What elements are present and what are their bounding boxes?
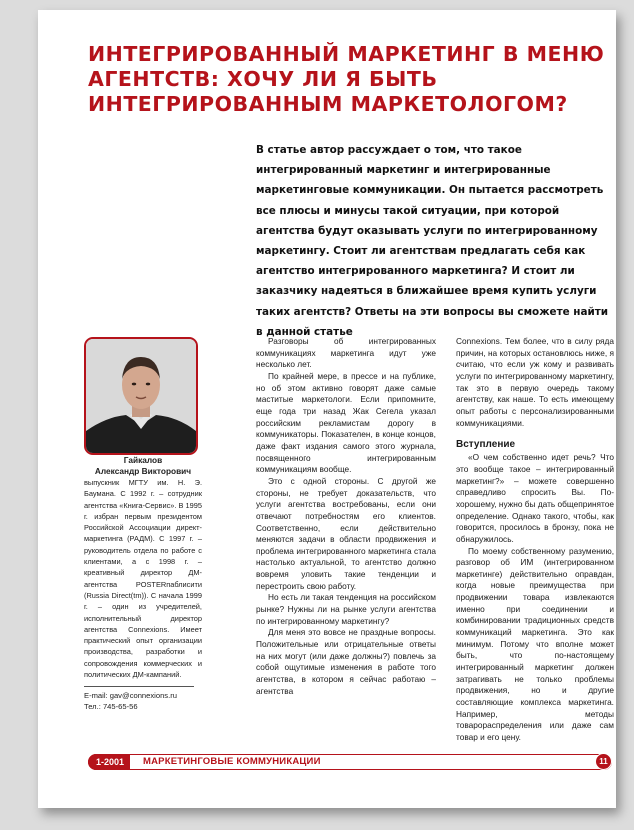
- body-column-2: [456, 336, 614, 744]
- paragraph: Но есть ли такая тенденция на российском рынке? Нужны ли на рынке услуги агентства по интегрированному маркетингу?: [256, 592, 436, 626]
- article-lead: В статье автор рассуждает о том, что такое интегрированный маркетинг и интегрированные маркетинговые коммуникации. Он пытается рассмотреть все плюсы и минусы такой ситуации, при которой агентства будут оказывать услуги по интегрированному маркетингу. Стоит ли агентствам предлагать себя как агентство интегрированного маркетинга? И стоит ли заказчику надеяться в ближайшее время купить услуги таких агентств? Ответы на эти вопросы вы сможете найти в данной статье: [256, 144, 609, 338]
- section-heading: Вступление: [456, 439, 516, 451]
- paragraph: Для меня это вовсе не праздные вопросы. Положительные или отрицательные ответы на них могут (или даже должны?) повлечь за собой ощутимые изменения в работе того агентства, в котором я сейчас работаю – агентства: [256, 627, 436, 696]
- author-surname: Гайкалов: [123, 455, 163, 465]
- author-photo: [84, 337, 198, 455]
- author-phone: Тел.: 745-65-56: [84, 702, 138, 712]
- author-bio-text: выпускник МГТУ им. Н. Э. Баумана. С 1992 г. – сотрудник агентства «Книга-Сервис». В 1995 г. избран первым президентом Российской Ассоциации директ-маркетинга (РАДМ). С 1997 г. – руководитель отдела по работе с клиентами, а с 1998 г. – креативный директор ДМ-агентства POSTERпаблисити (Russia Direct(tm)). С начала 1999 г. – один из учредителей, исполнительный директор агентства Connexions. Имеет практический опыт организации производства, разработки и сопровождения коммерческих и политических ДМ-кампаний.: [84, 478, 202, 680]
- issue-badge: 1-2001: [88, 754, 130, 770]
- page-footer: [88, 754, 612, 770]
- journal-name: МАРКЕТИНГОВЫЕ КОММУНИКАЦИИ: [143, 756, 321, 767]
- article-title: ИНТЕГРИРОВАННЫЙ МАРКЕТИНГ В МЕНЮ АГЕНТСТВ: ХОЧУ ЛИ Я БЫТЬ ИНТЕГРИРОВАННЫМ МАРКЕТОЛОГОМ?: [88, 42, 605, 116]
- magazine-page: [38, 10, 616, 808]
- paragraph: Connexions. Тем более, что в силу ряда причин, на которых остановлюсь ниже, я считаю, что если уж кому и развивать услуги по интегрированному маркетингу, так это в первую очередь такому агентству, как наше. То есть имеющему опыт работы с персонализированными коммуникациями.: [456, 336, 614, 428]
- author-bio: [84, 455, 202, 712]
- author-email: E-mail: gav@connexions.ru: [84, 691, 177, 701]
- paragraph: «О чем собственно идет речь? Что это вообще такое – интегрированный маркетинг?» – можете совершенно справедливо спросить Вы. По-хорошему, нужно бы дать общепринятое определение. Однако такого, чтобы, как говорится, просилось в бронзу, пока не обнаружилось.: [456, 452, 614, 544]
- author-name: Александр Викторович: [94, 466, 192, 476]
- bio-divider: [84, 686, 194, 687]
- body-column-1: [256, 336, 436, 697]
- paragraph: По моему собственному разумению, разговор об ИМ (интегрированном маркетинге) действительно оправдан, когда новые преимущества при продвижении товара извлекаются именно при соединении и комбинировании традиционных средств коммуникаций маркетинга. Это как минимум. Потому что вполне может быть, что по-настоящему интегрированный маркетинг должен затрагивать не только проблемы продвижения, но и другие составляющие комплекса маркетинга. Например, методы товарораспределения или даже сам товар и его цену.: [456, 545, 614, 742]
- paragraph: Разговоры об интегрированных коммуникациях маркетинга идут уже несколько лет.: [256, 336, 436, 370]
- paragraph: По крайней мере, в прессе и на публике, но об этом активно говорят даже самые маститые маркетологи. Если припомните, еще года три назад Жак Сегела указал российским рекламистам дорогу в коммуникаторы. Показателен, в конце концов, даже факт издания самого этого журнала, посвященного интегрированным коммуникациям вообще.: [256, 370, 436, 475]
- page-number: 11: [595, 753, 612, 770]
- paragraph: Это с одной стороны. С другой же стороны, не требует доказательств, что услуги агентства востребованы, если они отвечают потребностям его клиентов. Соответственно, если действительно меняются задачи в области продвижения и проблема интегрированного маркетинга стала настолько актуальной, то агентство должно вовремя уловить такие тенденции и перестроить свою работу.: [256, 475, 436, 591]
